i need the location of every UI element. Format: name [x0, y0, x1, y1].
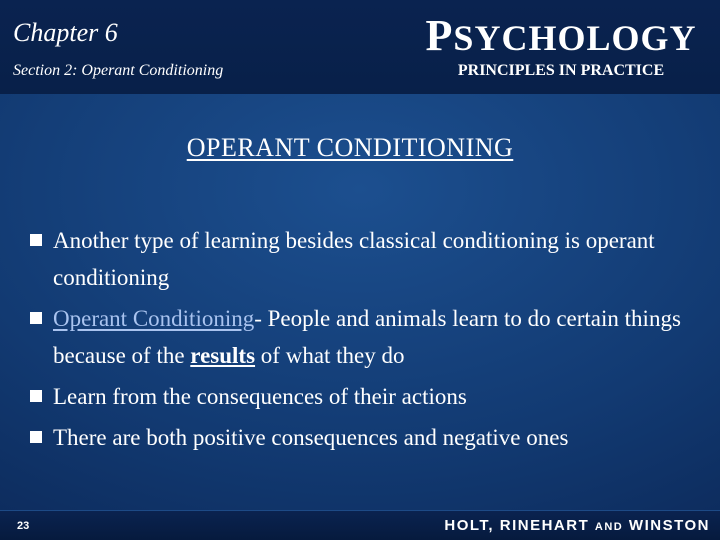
- square-bullet-icon: [30, 431, 42, 443]
- section-label: Section 2: Operant Conditioning: [13, 62, 224, 79]
- footer-band: [0, 510, 720, 540]
- bullet-text: There are both positive consequences and negative ones: [53, 425, 569, 450]
- bullet-item: [28, 378, 708, 415]
- publisher-part: WINSTON: [623, 517, 710, 534]
- brand-logo: [416, 11, 706, 80]
- chapter-label: Chapter 6: [13, 18, 118, 47]
- bullet-item: [28, 419, 708, 456]
- publisher-and: AND: [594, 521, 624, 533]
- operant-conditioning-link[interactable]: Operant Conditioning: [53, 306, 255, 331]
- bullet-emphasis: results: [190, 343, 256, 368]
- bullet-text: Learn from the consequences of their actions: [53, 384, 467, 409]
- bullet-list: [28, 222, 708, 460]
- square-bullet-icon: [30, 312, 42, 324]
- bullet-text: - People and animals learn to do certain things because of the: [53, 306, 681, 368]
- publisher-part: HOLT, RINEHART: [444, 517, 595, 534]
- page-number: 23: [17, 520, 30, 532]
- brand-title-rest: SYCHOLOGY: [453, 18, 697, 58]
- brand-title: [416, 11, 706, 60]
- slide-title: OPERANT CONDITIONING: [186, 133, 514, 162]
- bullet-text: Another type of learning besides classical conditioning is operant conditioning: [53, 228, 655, 290]
- publisher-name: [444, 517, 710, 534]
- bullet-item: [28, 222, 708, 296]
- square-bullet-icon: [30, 234, 42, 246]
- brand-subtitle: PRINCIPLES IN PRACTICE: [457, 62, 665, 79]
- header-band: [0, 0, 720, 94]
- brand-title-initial: P: [425, 11, 454, 60]
- bullet-item: [28, 300, 708, 374]
- bullet-text: of what they do: [255, 343, 405, 368]
- square-bullet-icon: [30, 390, 42, 402]
